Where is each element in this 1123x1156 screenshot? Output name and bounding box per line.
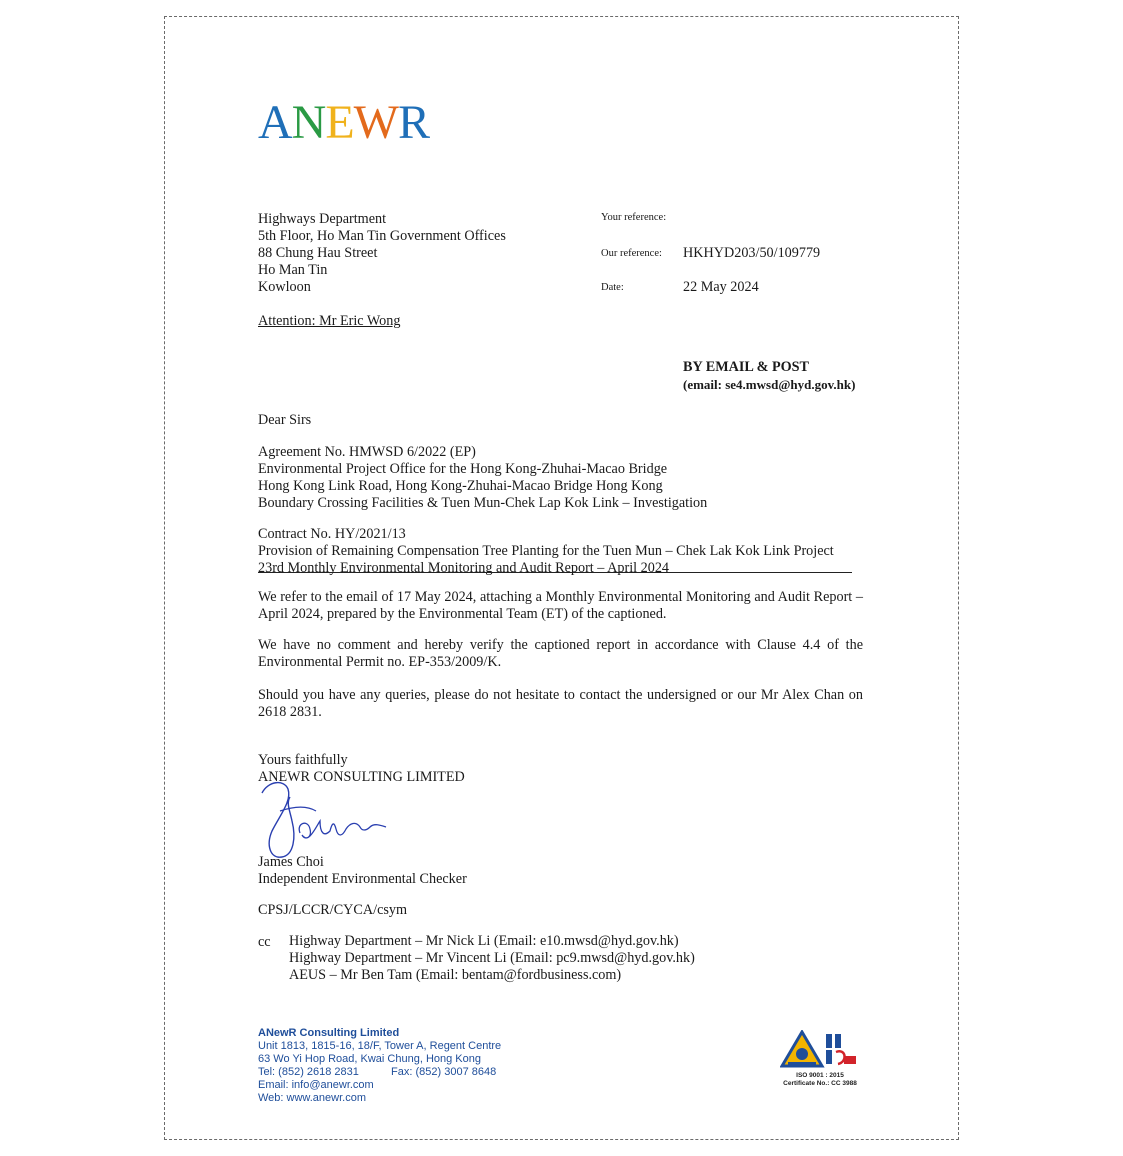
footer-email: Email: info@anewr.com	[258, 1079, 374, 1091]
subject-agreement	[258, 444, 707, 512]
footer-company: ANewR Consulting Limited	[258, 1027, 400, 1039]
logo-letter-a: A	[258, 96, 292, 149]
cc-line: Highway Department – Mr Vincent Li (Email: pc9.mwsd@hyd.gov.hk)	[289, 950, 695, 966]
cc-line: Highway Department – Mr Nick Li (Email: e10.mwsd@hyd.gov.hk)	[289, 933, 679, 949]
footer-web: Web: www.anewr.com	[258, 1092, 367, 1104]
logo-letter-w: W	[353, 96, 398, 149]
cc-list	[289, 933, 695, 984]
our-reference-value: HKHYD203/50/109779	[683, 245, 821, 261]
signatory-title: Independent Environmental Checker	[258, 871, 467, 887]
body-paragraph-1: We refer to the email of 17 May 2024, attaching a Monthly Environmental Monitoring and Audit Report – April 2024, prepared by the Environmental Team (ET) of the captioned.	[258, 589, 863, 622]
certification-text	[779, 1072, 861, 1088]
subject-line: Provision of Remaining Compensation Tree Planting for the Tuen Mun – Chek Lak Kok Link Project	[258, 543, 834, 559]
logo-letter-e: E	[325, 96, 354, 149]
certificate-number: Certificate No.: CC 3988	[783, 1080, 857, 1087]
subject-line: Environmental Project Office for the Hong Kong-Zhuhai-Macao Bridge	[258, 461, 668, 477]
signatory-name: James Choi	[258, 854, 324, 870]
date-value: 22 May 2024	[683, 279, 759, 295]
delivery-email: (email: se4.mwsd@hyd.gov.hk)	[683, 377, 856, 392]
logo-letter-n: N	[291, 96, 326, 149]
subject-line: 23rd Monthly Environmental Monitoring and Audit Report – April 2024	[258, 560, 670, 576]
addressee-line: 5th Floor, Ho Man Tin Government Offices	[258, 228, 506, 244]
your-reference-label: Your reference:	[601, 212, 667, 223]
certification-mark-icon	[780, 1030, 860, 1072]
company-name: ANEWR CONSULTING LIMITED	[258, 769, 465, 785]
addressee-block	[258, 211, 506, 296]
footer-address-line: 63 Wo Yi Hop Road, Kwai Chung, Hong Kong	[258, 1053, 481, 1065]
subject-contract	[258, 526, 834, 577]
body-paragraph-2: We have no comment and hereby verify the captioned report in accordance with Clause 4.4 of the Environmental Permit no. EP-353/2009/K.	[258, 637, 863, 670]
cc-line: AEUS – Mr Ben Tam (Email: bentam@fordbusiness.com)	[289, 967, 622, 983]
footer-address-line: Unit 1813, 1815-16, 18/F, Tower A, Regent Centre	[258, 1040, 502, 1052]
subject-underline	[258, 572, 852, 573]
subject-line: Agreement No. HMWSD 6/2022 (EP)	[258, 444, 476, 460]
subject-line: Contract No. HY/2021/13	[258, 526, 406, 542]
addressee-line: Kowloon	[258, 279, 311, 295]
subject-line: Hong Kong Link Road, Hong Kong-Zhuhai-Macao Bridge Hong Kong	[258, 478, 663, 494]
attention-line: Attention: Mr Eric Wong	[258, 313, 401, 329]
addressee-line: Highways Department	[258, 211, 387, 227]
footer-contact	[258, 1027, 501, 1105]
footer-fax: Fax: (852) 3007 8648	[391, 1066, 497, 1078]
subject-line: Boundary Crossing Facilities & Tuen Mun-Chek Lap Kok Link – Investigation	[258, 495, 708, 511]
salutation: Dear Sirs	[258, 412, 312, 428]
date-label: Date:	[601, 282, 624, 293]
iso-standard: ISO 9001 : 2015	[796, 1072, 844, 1079]
body-paragraph-3: Should you have any queries, please do not hesitate to contact the undersigned or our Mr Alex Chan on 2618 2831.	[258, 687, 863, 720]
valediction: Yours faithfully	[258, 752, 348, 768]
addressee-line: Ho Man Tin	[258, 262, 328, 278]
logo-letter-r: R	[397, 96, 429, 149]
reference-initials: CPSJ/LCCR/CYCA/csym	[258, 902, 408, 918]
anewr-logo	[258, 98, 429, 148]
our-reference-label: Our reference:	[601, 248, 662, 259]
cc-label: cc	[258, 934, 271, 950]
addressee-line: 88 Chung Hau Street	[258, 245, 378, 261]
delivery-method: BY EMAIL & POST	[683, 359, 809, 375]
footer-tel: Tel: (852) 2618 2831	[258, 1066, 359, 1078]
footer-phone-row	[258, 1066, 501, 1079]
